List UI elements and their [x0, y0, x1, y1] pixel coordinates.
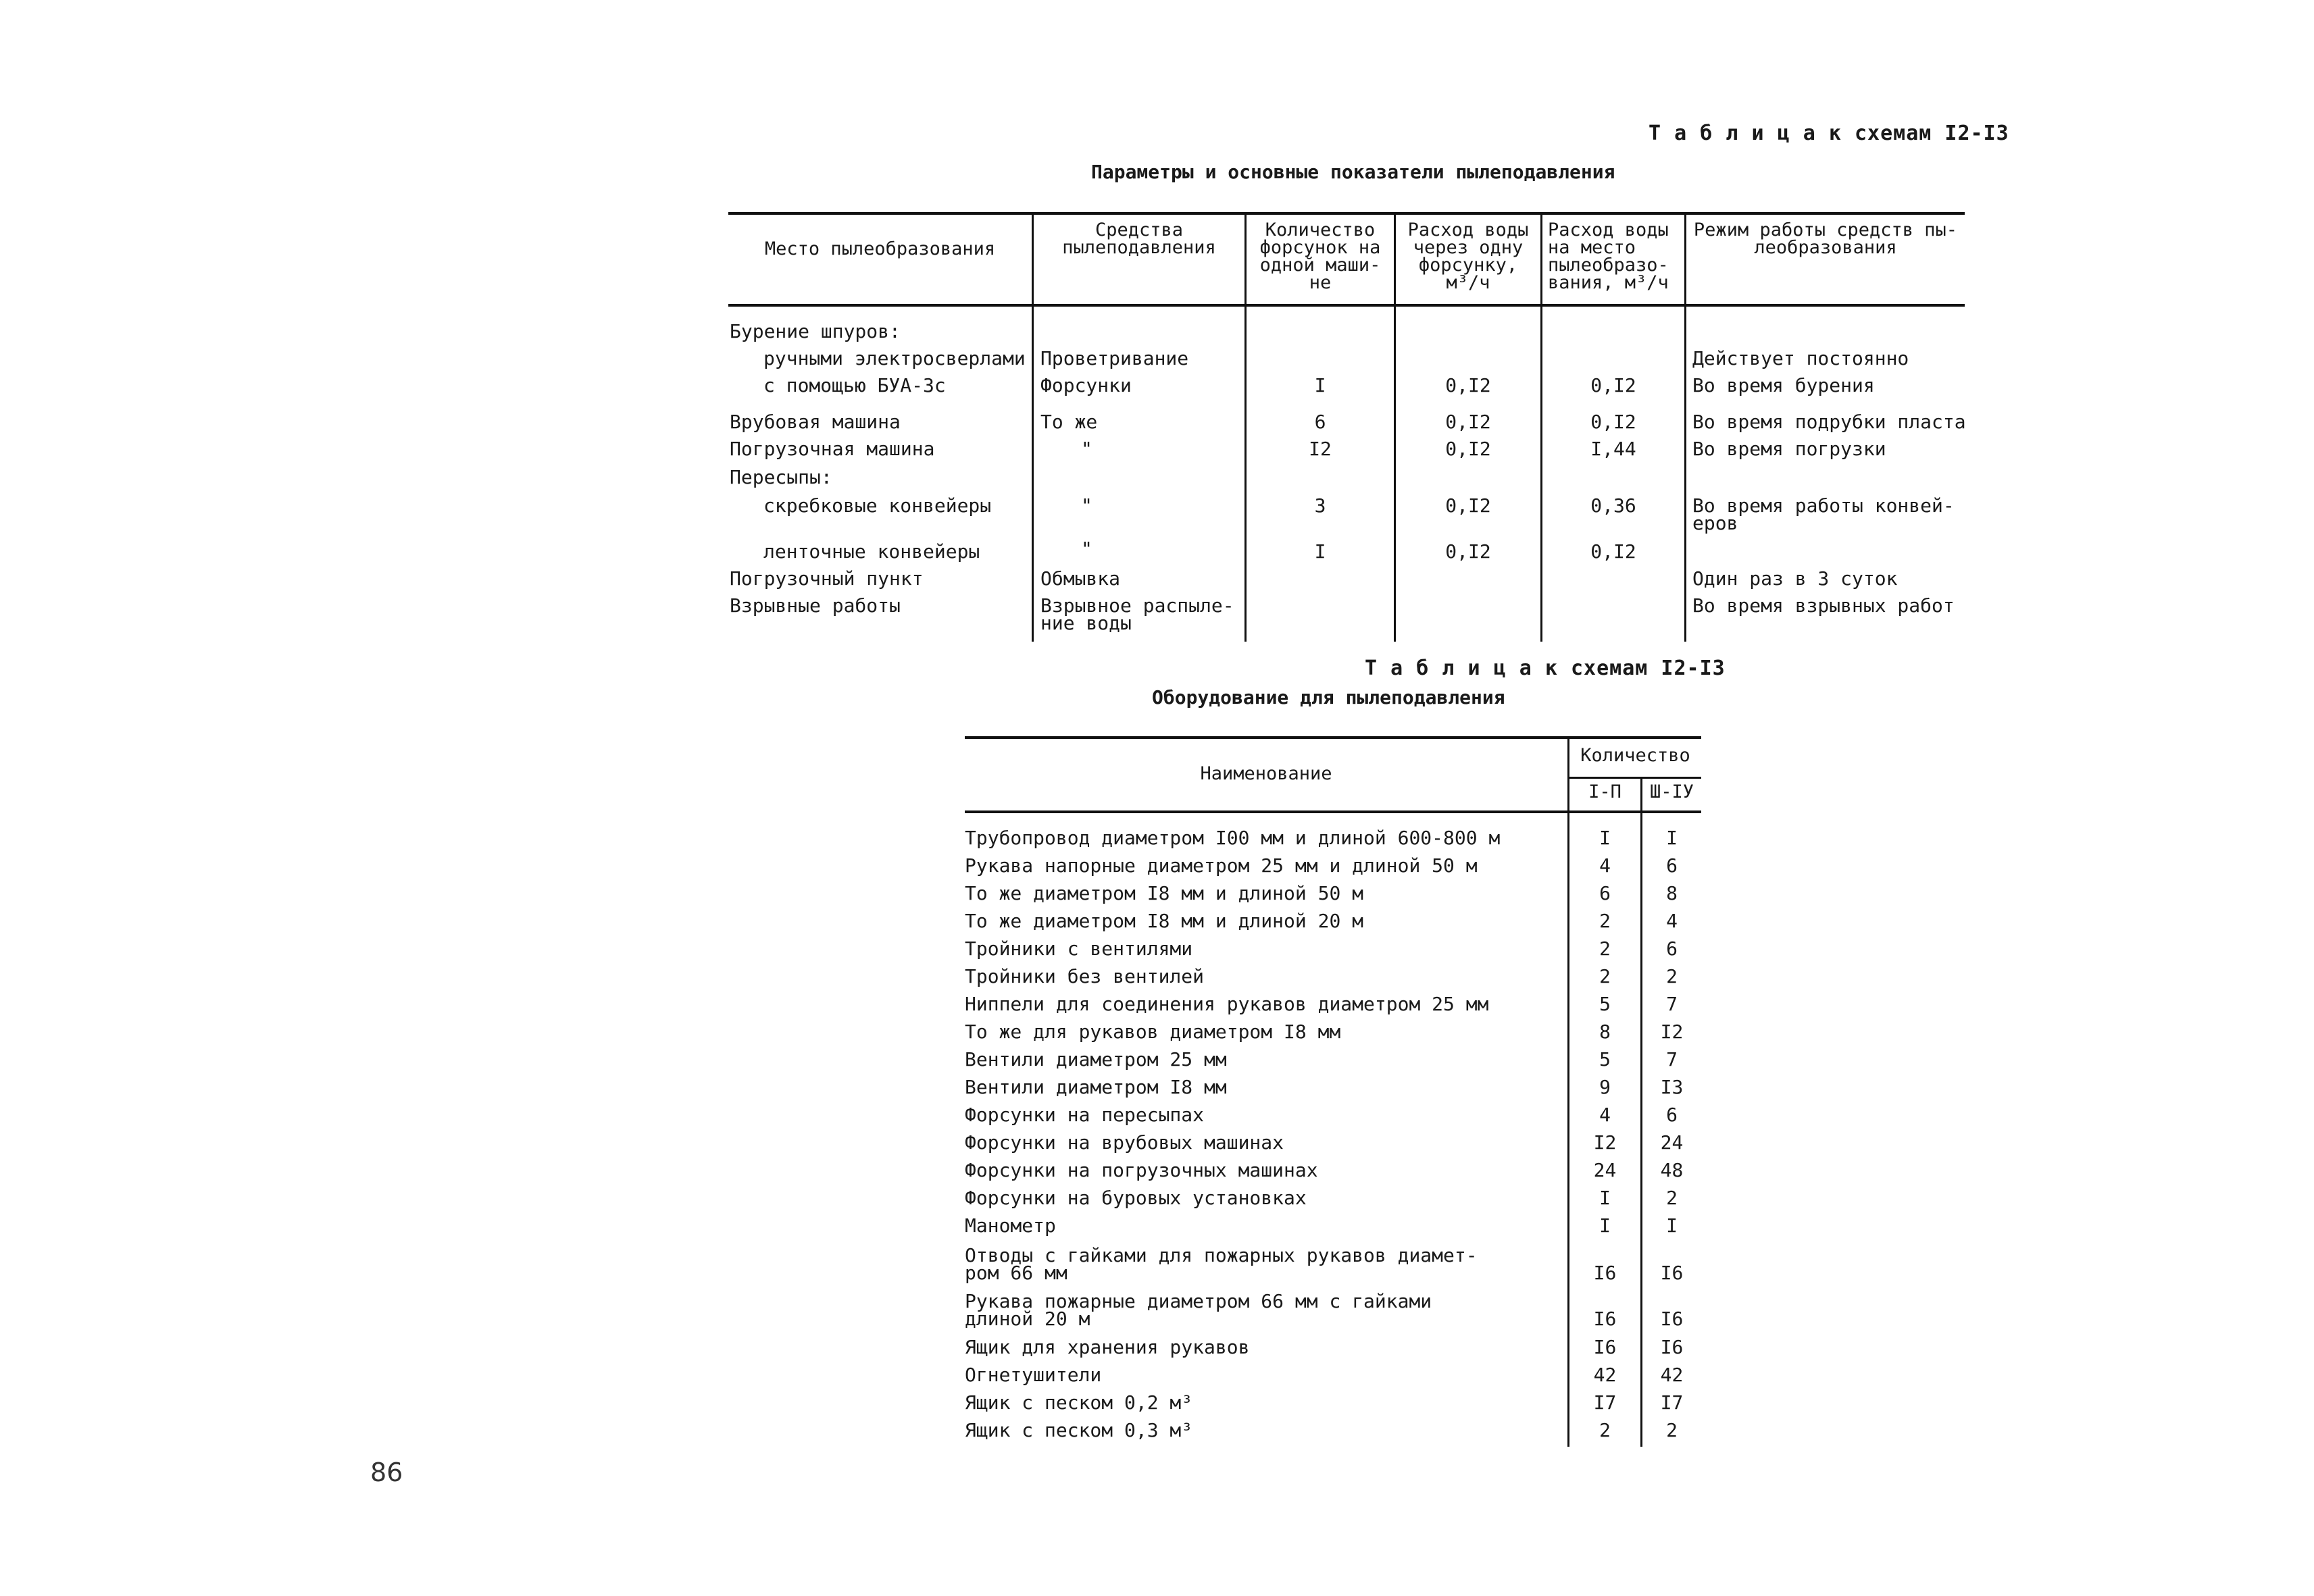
table2-cell-name: Отводы с гайками для пожарных рукавов диамет- ром 66 мм [965, 1244, 1478, 1284]
table2-header-name: Наименование [1200, 763, 1332, 784]
table2-cell-qty2: I6 [1660, 1262, 1684, 1284]
table2-cell-name: То же диаметром I8 мм и длиной 20 м [965, 910, 1364, 932]
table2-cell-name: Огнетушители [965, 1364, 1102, 1386]
table1-header-place: Место пылеобразования [764, 238, 996, 259]
table2-cell-qty2: 42 [1660, 1364, 1684, 1386]
table2-cell-qty2: I2 [1660, 1021, 1684, 1043]
table2-cell-qty2: 7 [1666, 1048, 1678, 1071]
table1-cell-flow1: 0,I2 [1445, 494, 1491, 517]
table2-cell-qty2: 24 [1660, 1131, 1684, 1154]
table2-cell-name: Ящик с песком 0,3 м³ [965, 1419, 1193, 1441]
table2-cell-qty1: 4 [1599, 854, 1611, 877]
table2-cell-qty2: 6 [1666, 854, 1678, 877]
table2-cell-qty1: 6 [1599, 882, 1611, 904]
table1-cell-count: I [1314, 540, 1326, 563]
table2-caption: Т а б л и ц а к схемам I2-I3 [1365, 657, 1726, 680]
table2-cell-qty2: I7 [1660, 1391, 1684, 1414]
table2-cell-name: Ниппели для соединения рукавов диаметром 25 мм [965, 993, 1489, 1015]
table2-cell-qty2: 2 [1666, 965, 1678, 987]
table2-header-quantity: Количество [1580, 745, 1690, 766]
table1-header-flow-per-place: Расход воды на место пылеобразо- вания, м³/ч [1548, 220, 1669, 293]
table2-cell-qty2: 48 [1660, 1159, 1684, 1181]
table2-cell-qty1: 24 [1593, 1159, 1617, 1181]
table2-cell-qty1: 2 [1599, 965, 1611, 987]
table1-cell-mode: Во время подрубки пласта [1692, 411, 1966, 433]
page-number: 86 [370, 1458, 403, 1487]
table1-cell-flow1: 0,I2 [1445, 411, 1491, 433]
table1-title: Параметры и основные показатели пылеподавления [1091, 161, 1615, 183]
table2-header-group-1: I-П [1588, 781, 1621, 802]
table1-cell-place: Пересыпы: [730, 466, 832, 488]
table2-cell-name: Форсунки на врубовых машинах [965, 1131, 1284, 1154]
table1-header-means: Средства пылеподавления [1062, 220, 1216, 258]
table2-cell-name: Тройники без вентилей [965, 965, 1205, 987]
table2-cell-name: Тройники с вентилями [965, 937, 1193, 960]
table2-cell-qty2: 7 [1666, 993, 1678, 1015]
table2-cell-qty2: I [1666, 827, 1678, 849]
table1-cell-means: " [1081, 438, 1092, 460]
table2-cell-qty2: 6 [1666, 1104, 1678, 1126]
table2-cell-name: Форсунки на пересыпах [965, 1104, 1205, 1126]
table2-cell-qty2: I6 [1660, 1336, 1684, 1358]
table2-cell-name: То же для рукавов диаметром I8 мм [965, 1021, 1341, 1043]
table2-cell-name: Манометр [965, 1214, 1056, 1237]
table1-top-rule [728, 212, 1965, 215]
table2-subheader-rule [1569, 777, 1701, 779]
table1-caption: Т а б л и ц а к схемам I2-I3 [1649, 122, 2009, 145]
table2-cell-qty1: 2 [1599, 910, 1611, 932]
table2-cell-qty2: I3 [1660, 1076, 1684, 1098]
table1-cell-mode: Во время бурения [1692, 374, 1875, 396]
table2-cell-name: Рукава напорные диаметром 25 мм и длиной 50 м [965, 854, 1478, 877]
table2-cell-name: Форсунки на буровых установках [965, 1187, 1307, 1209]
table2-cell-qty1: 9 [1599, 1076, 1611, 1098]
table2-cell-qty1: I [1599, 827, 1611, 849]
table1-cell-flow1: 0,I2 [1445, 374, 1491, 396]
table2-cell-name: Трубопровод диаметром I00 мм и длиной 600-800 м [965, 827, 1501, 849]
table1-cell-flow1: 0,I2 [1445, 438, 1491, 460]
table2-cell-qty1: I2 [1593, 1131, 1617, 1154]
table1-cell-means: Взрывное распыле- ние воды [1040, 594, 1234, 634]
table1-cell-means: Обмывка [1040, 567, 1121, 590]
table1-cell-flow2: I,44 [1590, 438, 1636, 460]
table1-cell-count: 3 [1314, 494, 1326, 517]
table1-cell-flow2: 0,36 [1590, 494, 1636, 517]
table1-cell-mode: Действует постоянно [1692, 347, 1909, 369]
table2-cell-qty1: 4 [1599, 1104, 1611, 1126]
table2-cell-qty1: I6 [1593, 1308, 1617, 1330]
table2-cell-qty1: 2 [1599, 1419, 1611, 1441]
table1-cell-flow2: 0,I2 [1590, 411, 1636, 433]
table1-cell-count: I2 [1309, 438, 1332, 460]
table2-cell-qty1: 5 [1599, 1048, 1611, 1071]
table2-cell-qty2: 6 [1666, 937, 1678, 960]
table1-cell-place: Бурение шпуров: [730, 320, 901, 342]
table1-col-divider [1032, 212, 1034, 642]
table1-cell-place: Взрывные работы [730, 594, 901, 617]
table2-cell-qty1: 42 [1593, 1364, 1617, 1386]
table2-header-group-2: Ш-IУ [1649, 781, 1694, 802]
table2-top-rule [965, 736, 1701, 739]
table2-cell-qty2: I6 [1660, 1308, 1684, 1330]
table1-col-divider [1684, 212, 1686, 642]
table2-cell-name: Форсунки на погрузочных машинах [965, 1159, 1318, 1181]
table1-cell-means: Проветривание [1040, 347, 1189, 369]
table2-header-rule [965, 810, 1701, 813]
table2-cell-name: Рукава пожарные диаметром 66 мм с гайками длиной 20 м [965, 1290, 1432, 1330]
table2-cell-qty1: I6 [1593, 1262, 1617, 1284]
table1-header-flow-per-nozzle: Расход воды через одну форсунку, м³/ч [1407, 220, 1529, 293]
table2-cell-qty2: 4 [1666, 910, 1678, 932]
table1-cell-means: " [1081, 494, 1092, 517]
table1-cell-place: Погрузочный пункт [730, 567, 924, 590]
table1-cell-flow2: 0,I2 [1590, 374, 1636, 396]
table2-cell-qty1: 5 [1599, 993, 1611, 1015]
table2-cell-qty1: 2 [1599, 937, 1611, 960]
table1-cell-place: ленточные конвейеры [763, 540, 980, 563]
table1-cell-place: скребковые конвейеры [763, 494, 992, 517]
table2-cell-name: Ящик с песком 0,2 м³ [965, 1391, 1193, 1414]
table1-cell-count: I [1314, 374, 1326, 396]
table1-cell-mode: Во время взрывных работ [1692, 594, 1955, 617]
table2-cell-qty1: I7 [1593, 1391, 1617, 1414]
table1-header-rule [728, 304, 1965, 307]
table2-cell-qty1: I [1599, 1214, 1611, 1237]
table2-cell-qty1: I [1599, 1187, 1611, 1209]
table2-cell-name: Вентили диаметром 25 мм [965, 1048, 1227, 1071]
table2-title: Оборудование для пылеподавления [1152, 686, 1505, 709]
table1-cell-mode: Во время погрузки [1692, 438, 1886, 460]
table1-cell-means: " [1081, 538, 1092, 560]
table1-cell-flow2: 0,I2 [1590, 540, 1636, 563]
table1-cell-flow1: 0,I2 [1445, 540, 1491, 563]
table2-cell-qty1: I6 [1593, 1336, 1617, 1358]
table2-cell-name: Вентили диаметром I8 мм [965, 1076, 1227, 1098]
table2-cell-qty2: 2 [1666, 1187, 1678, 1209]
table2-cell-name: Ящик для хранения рукавов [965, 1336, 1250, 1358]
table1-cell-mode: Во время работы конвей- еров [1692, 494, 1955, 534]
table1-cell-count: 6 [1314, 411, 1326, 433]
table1-header-mode: Режим работы средств пы- леобразования [1693, 220, 1958, 258]
table2-cell-qty2: 2 [1666, 1419, 1678, 1441]
table2-cell-qty2: 8 [1666, 882, 1678, 904]
table1-cell-place: ручными электросверлами [763, 347, 1026, 369]
table2-cell-qty2: I [1666, 1214, 1678, 1237]
table1-cell-place: Врубовая машина [730, 411, 901, 433]
table1-cell-mode: Один раз в 3 суток [1692, 567, 1898, 590]
table1-cell-place: с помощью БУА-3с [763, 374, 946, 396]
table2-cell-qty1: 8 [1599, 1021, 1611, 1043]
table1-cell-means: Форсунки [1040, 374, 1132, 396]
table1-header-count: Количество форсунок на одной маши- не [1259, 220, 1381, 293]
table2-cell-name: То же диаметром I8 мм и длиной 50 м [965, 882, 1364, 904]
table1-cell-means: То же [1040, 411, 1098, 433]
table1-cell-place: Погрузочная машина [730, 438, 935, 460]
